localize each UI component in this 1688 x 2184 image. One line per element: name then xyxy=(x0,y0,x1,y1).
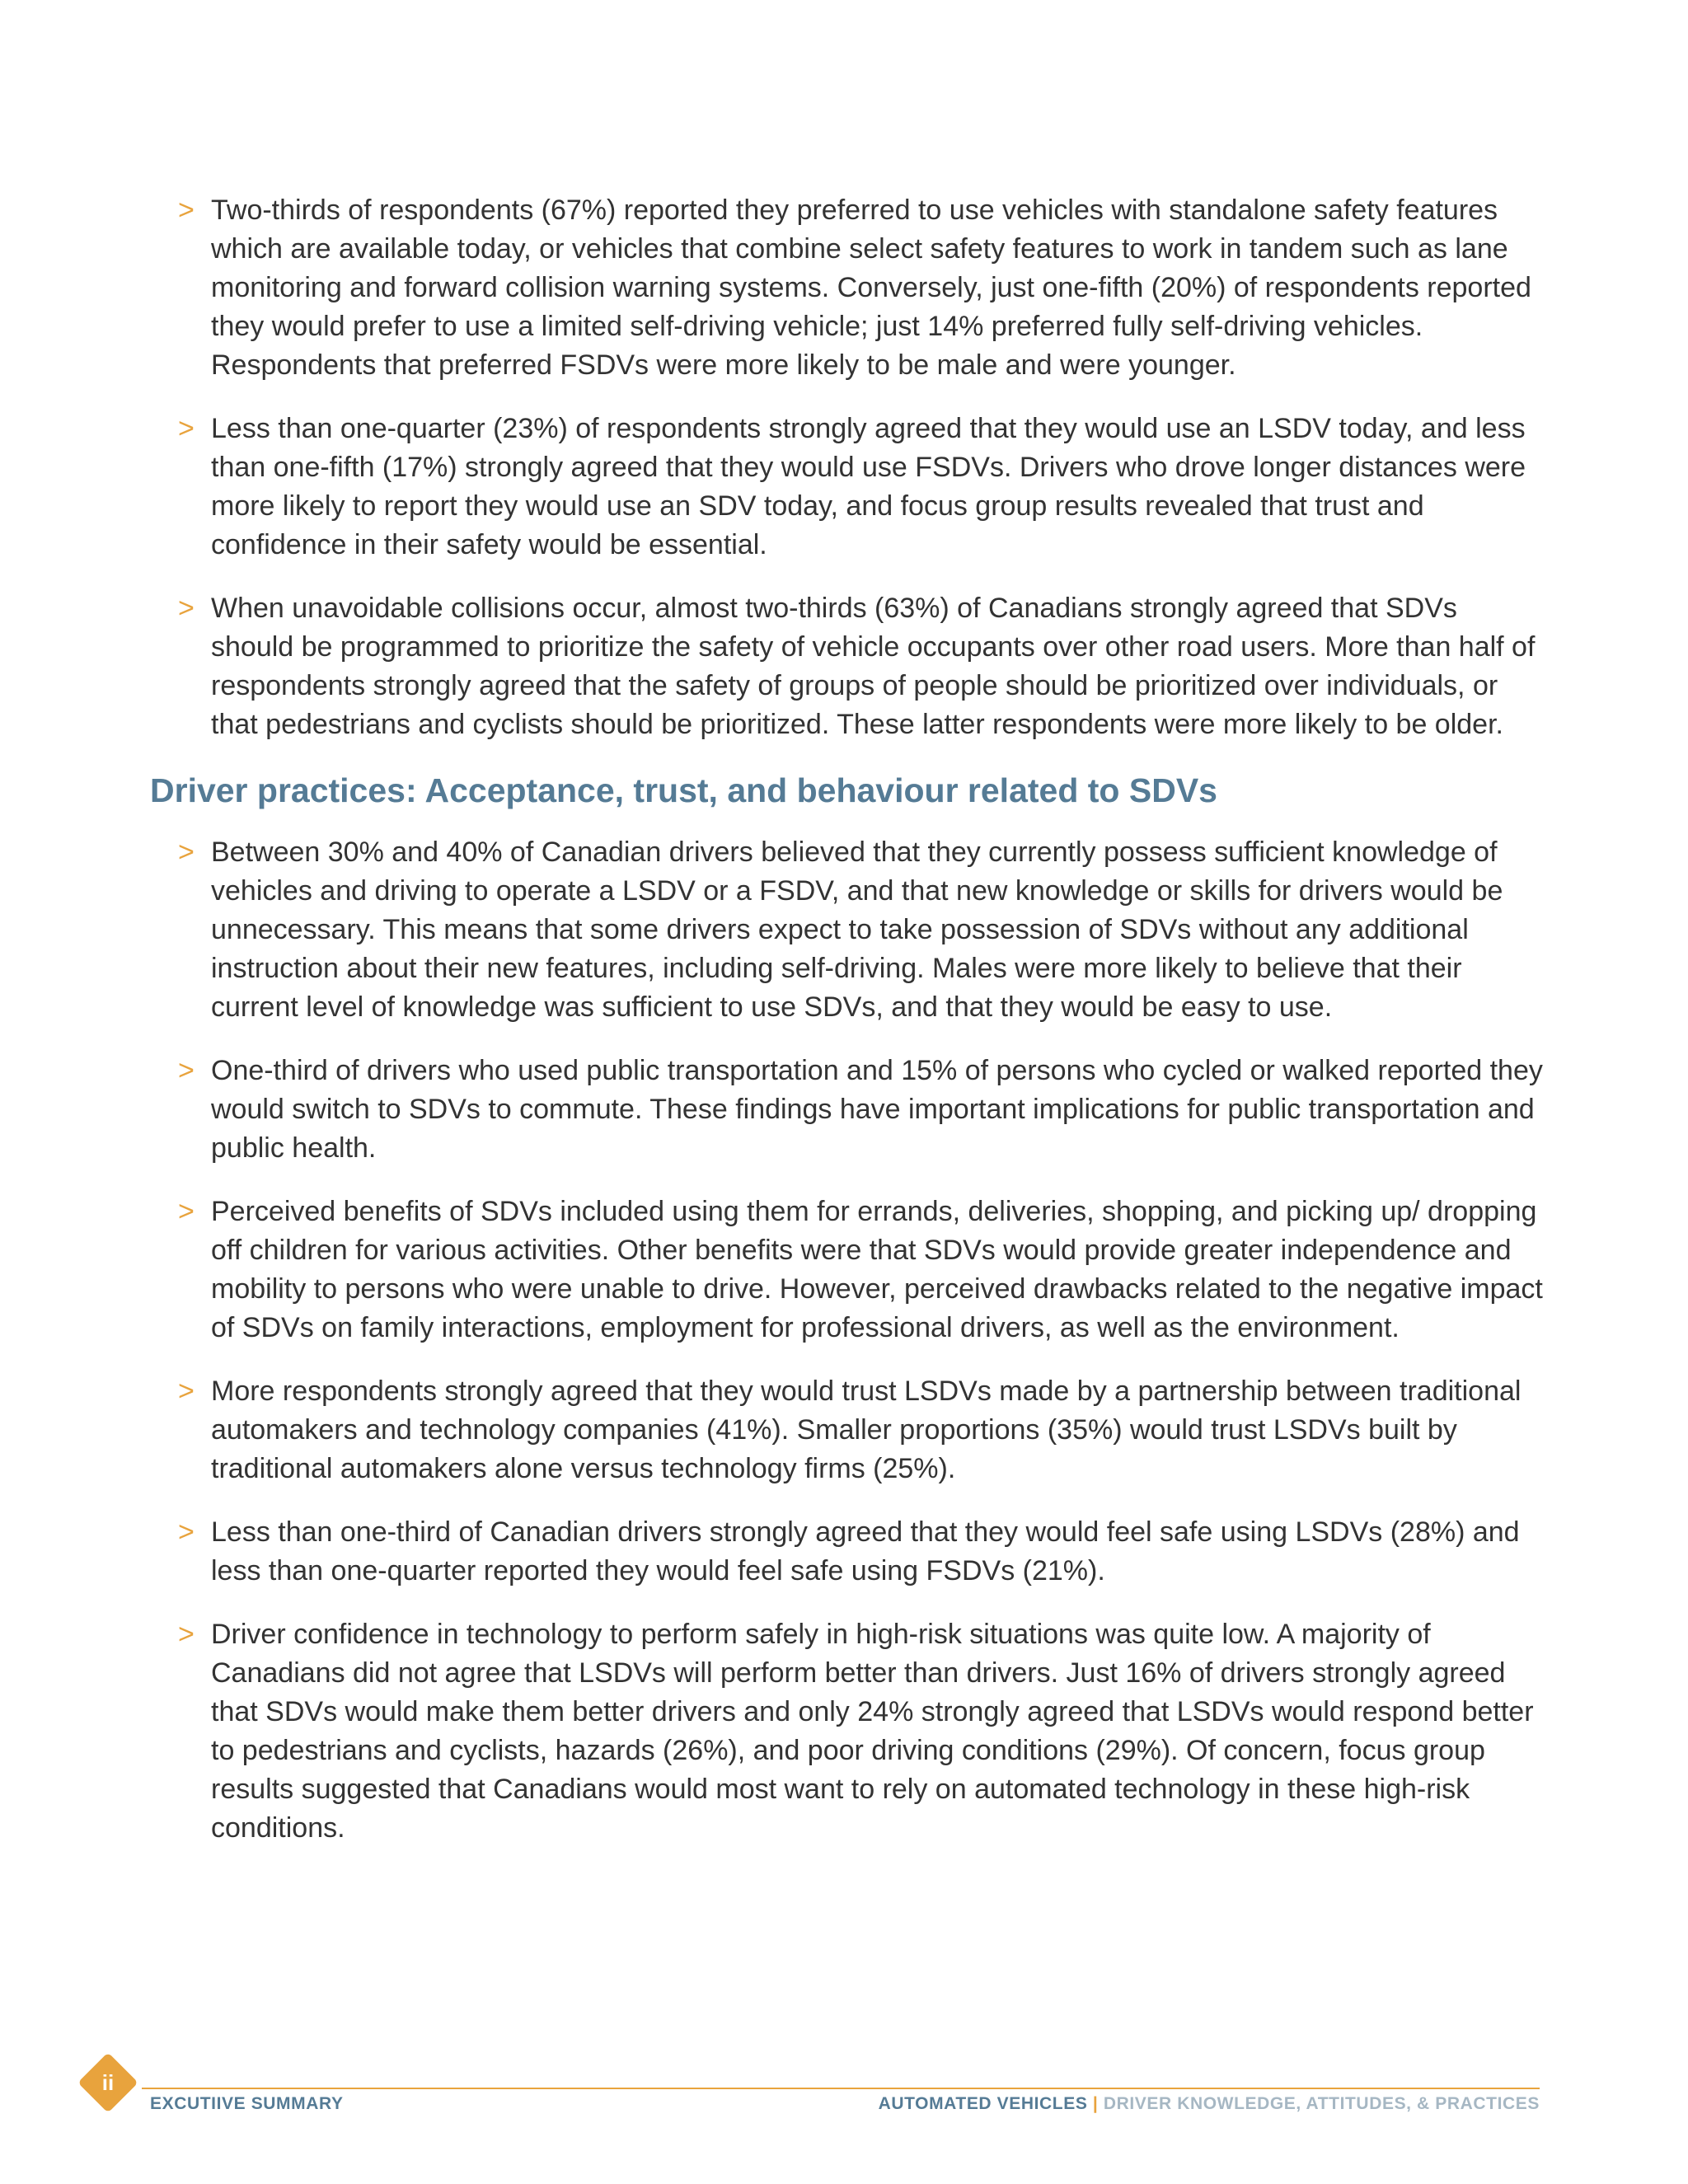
chevron-right-icon: > xyxy=(178,1619,195,1650)
list-item xyxy=(150,1513,1543,1591)
list-item xyxy=(150,1052,1543,1168)
bullet-text: Perceived benefits of SDVs included using them for errands, deliveries, shopping, and picking up/ dropping off children for various activities. Other benefits were that SDVs would provide greater independence and mobility to persons who were unable to drive. However, perceived drawbacks related to the negative impact of SDVs on family interactions, employment for professional drivers, as well as the environment. xyxy=(211,1196,1543,1343)
list-item xyxy=(150,833,1543,1027)
chevron-right-icon: > xyxy=(178,194,195,226)
chevron-right-icon: > xyxy=(178,1196,195,1227)
footer-title-secondary: DRIVER KNOWLEDGE, ATTITUDES, & PRACTICES xyxy=(1103,2094,1540,2113)
bullet-text: Driver confidence in technology to perform safely in high-risk situations was quite low. A majority of Canadians did not agree that LSDVs will perform better than drivers. Just 16% of drivers strongly agreed that SDVs would make them better drivers and only 24% strongly agreed that LSDVs would respond better to pedestrians and cyclists, hazards (26%), and poor driving conditions (29%). Of concern, focus group results suggested that Canadians would most want to rely on automated technology in these high-risk conditions. xyxy=(211,1619,1534,1844)
section-bullet-list xyxy=(150,833,1543,1848)
bullet-text: Less than one-quarter (23%) of respondents strongly agreed that they would use an LSDV today, and less than one-fifth (17%) strongly agreed that they would use FSDVs. Drivers who drove longer distances were more likely to report they would use an SDV today, and focus group results revealed that trust and confidence in their safety would be essential. xyxy=(211,413,1526,560)
bullet-text: When unavoidable collisions occur, almost two-thirds (63%) of Canadians strongly agreed that SDVs should be programmed to prioritize the safety of vehicle occupants over other road users. More than half of respondents strongly agreed that the safety of groups of people should be prioritized over individuals, or that pedestrians and cyclists should be prioritized. These latter respondents were more likely to be older. xyxy=(211,593,1536,740)
list-item xyxy=(150,191,1543,385)
bullet-text: Less than one-third of Canadian drivers strongly agreed that they would feel safe using LSDVs (28%) and less than one-quarter reported they would feel safe using FSDVs (21%). xyxy=(211,1516,1520,1586)
chevron-right-icon: > xyxy=(178,1055,195,1086)
section-heading: Driver practices: Acceptance, trust, and behaviour related to SDVs xyxy=(150,771,1217,809)
bullet-text: One-third of drivers who used public transportation and 15% of persons who cycled or walked reported they would switch to SDVs to commute. These findings have important implications for public transportation and public health. xyxy=(211,1055,1543,1164)
footer-section-label: EXCUTIIVE SUMMARY xyxy=(150,2094,344,2113)
list-item xyxy=(150,1193,1543,1347)
list-item xyxy=(150,410,1543,565)
footer-divider xyxy=(142,2088,1540,2089)
page-number: ii xyxy=(101,2070,115,2095)
list-item xyxy=(150,1615,1543,1848)
chevron-right-icon: > xyxy=(178,837,195,868)
bullet-text: Two-thirds of respondents (67%) reported they preferred to use vehicles with standalone safety features which are available today, or vehicles that combine select safety features to work in tandem such as lane monitoring and forward collision warning systems. Conversely, just one-fifth (20%) of respondents reported they would prefer to use a limited self-driving vehicle; just 14% preferred fully self-driving vehicles. Respondents that preferred FSDVs were more likely to be male and were younger. xyxy=(211,194,1531,381)
footer-title-separator: | xyxy=(1092,2094,1099,2113)
chevron-right-icon: > xyxy=(178,1376,195,1407)
page-number-badge xyxy=(77,2052,138,2113)
intro-bullet-list xyxy=(150,191,1543,744)
list-item xyxy=(150,1372,1543,1488)
main-content xyxy=(150,191,1543,1872)
footer-document-title xyxy=(879,2094,1540,2114)
chevron-right-icon: > xyxy=(178,1516,195,1548)
chevron-right-icon: > xyxy=(178,413,195,444)
chevron-right-icon: > xyxy=(178,593,195,624)
bullet-text: More respondents strongly agreed that they would trust LSDVs made by a partnership between traditional automakers and technology companies (41%). Smaller proportions (35%) would trust LSDVs built by traditional automakers alone versus technology firms (25%). xyxy=(211,1376,1522,1484)
footer-title-primary: AUTOMATED VEHICLES xyxy=(878,2094,1088,2113)
bullet-text: Between 30% and 40% of Canadian drivers believed that they currently possess sufficient knowledge of vehicles and driving to operate a LSDV or a FSDV, and that new knowledge or skills for drivers would be unnecessary. This means that some drivers expect to take possession of SDVs without any additional instruction about their new features, including self-driving. Males were more likely to believe that their current level of knowledge was sufficient to use SDVs, and that they would be easy to use. xyxy=(211,837,1503,1023)
list-item xyxy=(150,589,1543,744)
